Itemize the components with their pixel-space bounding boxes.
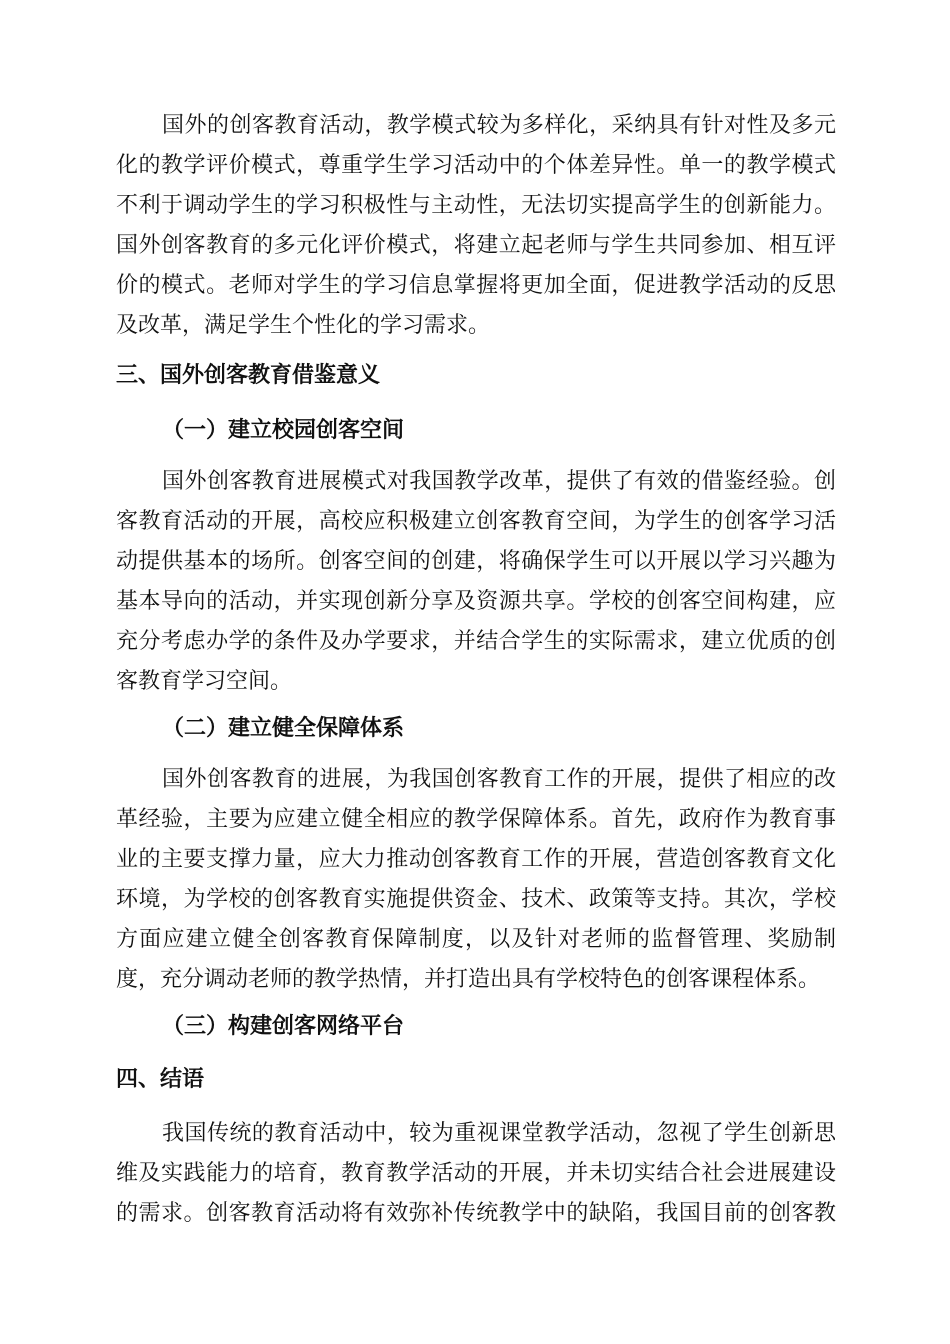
paragraph-makerspace	[116, 462, 836, 702]
paragraph-line: 度，充分调动老师的教学热情，并打造出具有学校特色的创客课程体系。	[116, 967, 821, 992]
paragraph-line: 国外的创客教育活动，教学模式较为多样化，采纳具有针对性及多元	[162, 113, 836, 138]
subsection-heading-support-system: （二）建立健全保障体系	[162, 715, 405, 741]
paragraph-line: 维及实践能力的培育，教育教学活动的开展，并未切实结合社会进展建设	[116, 1161, 836, 1186]
paragraph-line: 国外创客教育的进展，为我国创客教育工作的开展，提供了相应的改	[162, 767, 836, 792]
section-heading-4: 四、结语	[116, 1067, 205, 1092]
paragraph-line: 革经验，主要为应建立健全相应的教学保障体系。首先，政府作为教育事	[116, 807, 836, 832]
paragraph-line: 的需求。创客教育活动将有效弥补传统教学中的缺陷，我国目前的创客教	[116, 1201, 836, 1226]
paragraph-line: 国外创客教育的多元化评价模式，将建立起老师与学生共同参加、相互评	[116, 233, 836, 258]
paragraph-line: 方面应建立健全创客教育保障制度，以及针对老师的监督管理、奖励制	[116, 927, 836, 952]
paragraph-line: 客教育学习空间。	[116, 669, 293, 694]
paragraph-line: 国外创客教育进展模式对我国教学改革，提供了有效的借鉴经验。创	[162, 469, 836, 494]
paragraph-line: 客教育活动的开展，高校应积极建立创客教育空间，为学生的创客学习活	[116, 509, 836, 534]
paragraph-line: 业的主要支撑力量，应大力推动创客教育工作的开展，营造创客教育文化	[116, 847, 836, 872]
paragraph-line: 基本导向的活动，并实现创新分享及资源共享。学校的创客空间构建，应	[116, 589, 836, 614]
paragraph-line: 环境，为学校的创客教育实施提供资金、技术、政策等支持。其次，学校	[116, 887, 836, 912]
subsection-heading-network-platform: （三）构建创客网络平台	[162, 1013, 405, 1039]
paragraph-conclusion	[116, 1114, 836, 1234]
paragraph-line: 我国传统的教育活动中，较为重视课堂教学活动，忽视了学生创新思	[162, 1121, 836, 1146]
subsection-heading-makerspace: （一）建立校园创客空间	[162, 417, 405, 443]
paragraph-support-system	[116, 760, 836, 1000]
paragraph-line: 动提供基本的场所。创客空间的创建，将确保学生可以开展以学习兴趣为	[116, 549, 836, 574]
paragraph-line: 充分考虑办学的条件及办学要求，并结合学生的实际需求，建立优质的创	[116, 629, 836, 654]
paragraph-line: 不利于调动学生的学习积极性与主动性，无法切实提高学生的创新能力。	[116, 193, 836, 218]
paragraph-line: 价的模式。老师对学生的学习信息掌握将更加全面，促进教学活动的反思	[116, 273, 836, 298]
paragraph-multi-evaluation	[116, 106, 836, 346]
section-heading-3: 三、国外创客教育借鉴意义	[116, 363, 381, 388]
paragraph-line: 化的教学评价模式，尊重学生学习活动中的个体差异性。单一的教学模式	[116, 153, 836, 178]
paragraph-line: 及改革，满足学生个性化的学习需求。	[116, 313, 491, 338]
